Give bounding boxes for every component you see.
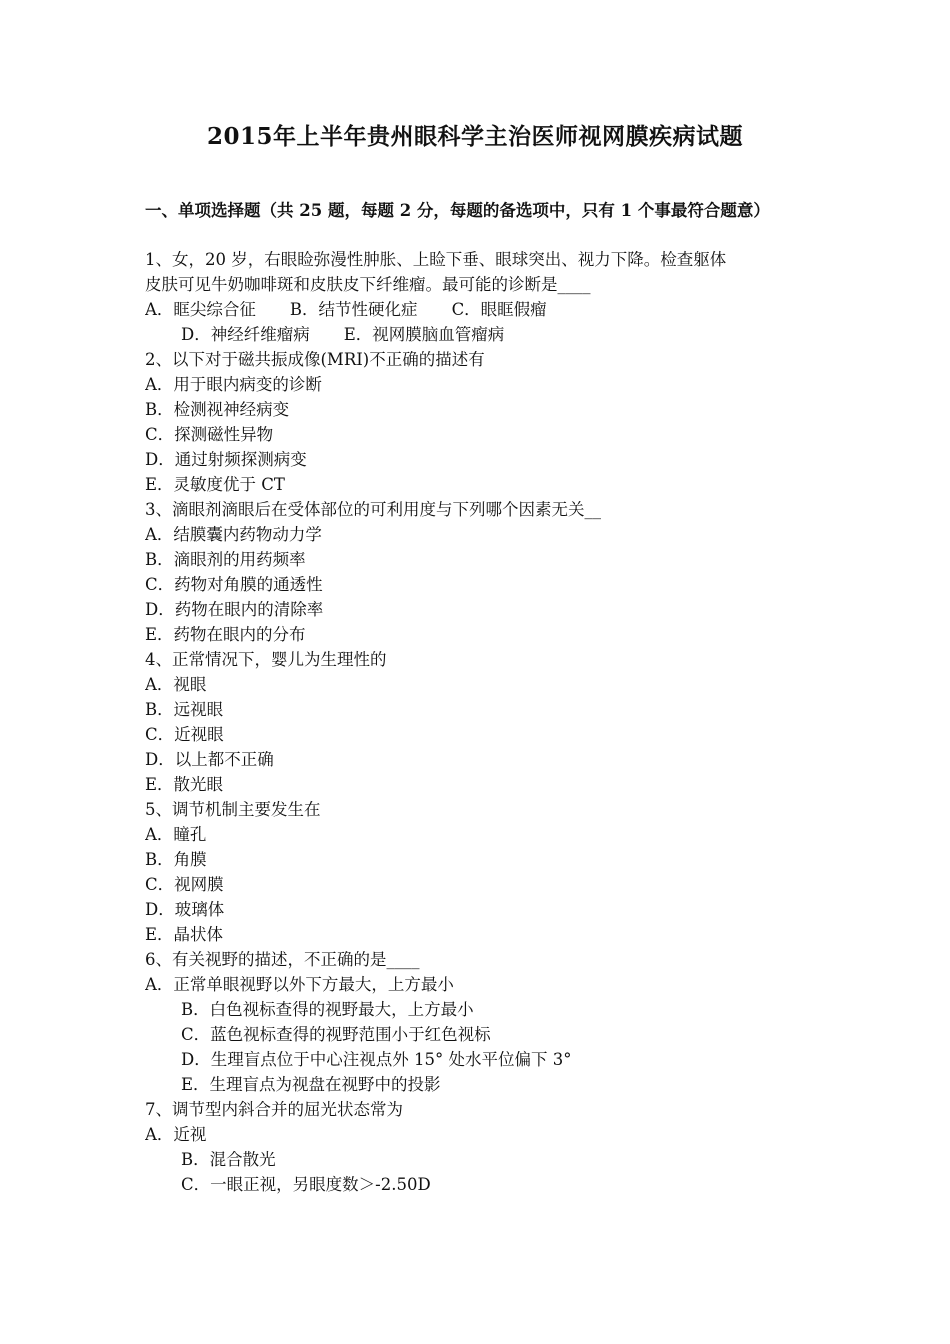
option: D．生理盲点位于中心注视点外 15° 处水平位偏下 3°: [181, 1050, 572, 1069]
option: A．视眼: [145, 675, 207, 694]
option: C．眼眶假瘤: [451, 300, 547, 319]
option: C．探测磁性异物: [145, 425, 274, 444]
option: B．白色视标查得的视野最大，上方最小: [181, 1000, 474, 1019]
option: E．散光眼: [145, 775, 224, 794]
question-list: [145, 247, 815, 1197]
question-stem: 3、滴眼剂滴眼后在受体部位的可利用度与下列哪个因素无关__: [145, 500, 601, 519]
option-row: [145, 297, 815, 322]
option: D．玻璃体: [145, 900, 225, 919]
option: C．一眼正视，另眼度数＞-2.50D: [181, 1175, 431, 1194]
question-stem: 1、女，20 岁，右眼睑弥漫性肿胀、上睑下垂、眼球突出、视力下降。检查躯体: [145, 250, 727, 269]
option: C．蓝色视标查得的视野范围小于红色视标: [181, 1025, 491, 1044]
option: E．药物在眼内的分布: [145, 625, 306, 644]
question-stem: 6、有关视野的描述，不正确的是____: [145, 950, 420, 969]
option: B．结节性硬化症: [289, 300, 418, 319]
option: C．视网膜: [145, 875, 224, 894]
option: A．结膜囊内药物动力学: [145, 525, 322, 544]
option: A．眶尖综合征: [145, 300, 256, 319]
option: D．药物在眼内的清除率: [145, 600, 324, 619]
option: B．滴眼剂的用药频率: [145, 550, 306, 569]
option: D．神经纤维瘤病: [181, 325, 310, 344]
option: A．用于眼内病变的诊断: [145, 375, 322, 394]
question-stem: 5、调节机制主要发生在: [145, 800, 321, 819]
option: D．以上都不正确: [145, 750, 274, 769]
option: E．灵敏度优于 CT: [145, 475, 285, 494]
option: B．角膜: [145, 850, 207, 869]
option: A．近视: [145, 1125, 207, 1144]
option: C．药物对角膜的通透性: [145, 575, 323, 594]
section-heading: 一、单项选择题（共 25 题，每题 2 分，每题的备选项中，只有 1 个事最符合题意）: [145, 201, 770, 220]
option: C．近视眼: [145, 725, 224, 744]
option: E．生理盲点为视盘在视野中的投影: [181, 1075, 441, 1094]
option: E．视网膜脑血管瘤病: [343, 325, 505, 344]
question-stem: 7、调节型内斜合并的屈光状态常为: [145, 1100, 403, 1119]
option-row: [145, 322, 815, 347]
option: B．混合散光: [181, 1150, 276, 1169]
option: D．通过射频探测病变: [145, 450, 307, 469]
option: E．晶状体: [145, 925, 224, 944]
question-stem: 2、以下对于磁共振成像(MRI)不正确的描述有: [145, 350, 485, 369]
option: A．正常单眼视野以外下方最大，上方最小: [145, 975, 454, 994]
question-stem: 4、正常情况下，婴儿为生理性的: [145, 650, 387, 669]
option: B．检测视神经病变: [145, 400, 290, 419]
document-title: 2015年上半年贵州眼科学主治医师视网膜疾病试题: [206, 123, 743, 150]
question-stem: 皮肤可见牛奶咖啡斑和皮肤皮下纤维瘤。最可能的诊断是____: [145, 275, 591, 294]
option: A．瞳孔: [145, 825, 207, 844]
option: B．远视眼: [145, 700, 224, 719]
